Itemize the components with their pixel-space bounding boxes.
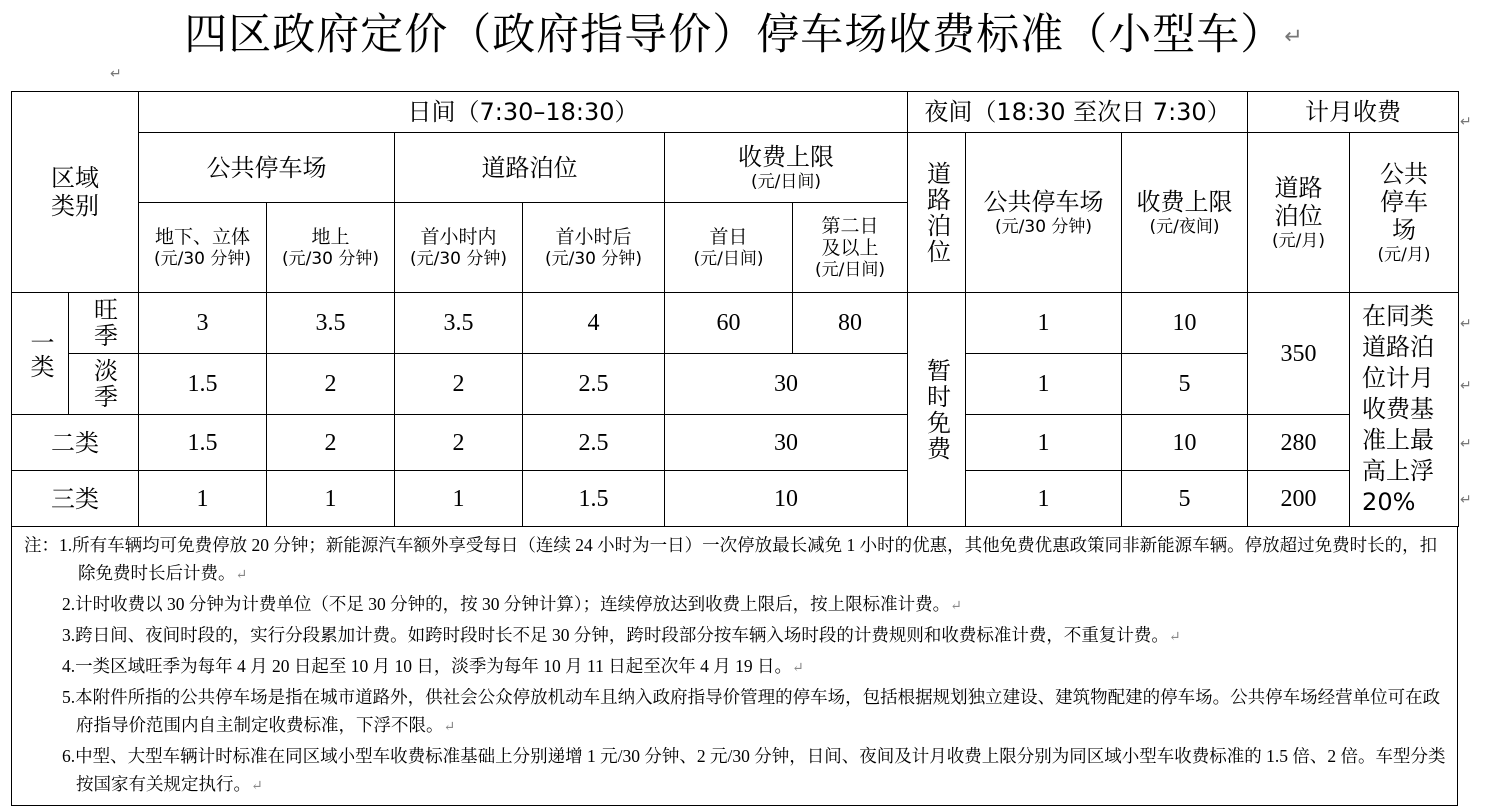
header-night-cap bbox=[1122, 133, 1248, 293]
header-public-lot: 公共停车场 bbox=[139, 133, 395, 203]
cell-value: 1.5 bbox=[139, 354, 267, 415]
month-public-unit: (元/月) bbox=[1377, 244, 1431, 265]
cell-value: 1 bbox=[966, 354, 1122, 415]
paragraph-mark-icon: ↵ bbox=[1460, 436, 1472, 452]
note-item: 注：1.所有车辆均可免费停放 20 分钟；新能源汽车额外享受每日（连续 24 小时为一日）一次停放最长减免 1 小时的优惠，其他免费优惠政策同非新能源车辆。停放超过免费时长的，扣除免费时长后计费。↵ bbox=[24, 535, 1438, 583]
cell-value: 3.5 bbox=[395, 293, 523, 354]
cell-value: 2 bbox=[395, 354, 523, 415]
cell-value: 3 bbox=[139, 293, 267, 354]
cell-value: 1 bbox=[966, 293, 1122, 354]
header-ground: 地上 (元/30 分钟) bbox=[267, 203, 395, 293]
paragraph-mark-icon: ↵ bbox=[251, 779, 263, 794]
cell-value: 60 bbox=[665, 293, 793, 354]
cell-value: 2 bbox=[267, 415, 395, 471]
page-title: 四区政府定价（政府指导价）停车场收费标准（小型车）↵ bbox=[184, 10, 1304, 60]
header-road: 道路泊位 bbox=[395, 133, 665, 203]
cell-value: 1 bbox=[395, 471, 523, 527]
first-day-unit: (元/日间) bbox=[693, 248, 764, 269]
row-peak: 旺季 bbox=[69, 293, 139, 354]
cell-value: 1 bbox=[139, 471, 267, 527]
cell-value: 10 bbox=[1122, 293, 1248, 354]
cell-value: 10 bbox=[665, 471, 908, 527]
paragraph-mark-icon: ↵ bbox=[235, 568, 248, 583]
header-cap bbox=[665, 133, 908, 203]
cell-value: 1.5 bbox=[139, 415, 267, 471]
cell-value: 350 bbox=[1248, 293, 1350, 415]
first-hour-unit: (元/30 分钟) bbox=[409, 248, 508, 269]
cell-value: 200 bbox=[1248, 471, 1350, 527]
note-item: 5.本附件所指的公共停车场是指在城市道路外，供社会公众停放机动车且纳入政府指导价管理的停车场，包括根据规划独立建设、建筑物配建的停车场。公共停车场经营单位可在政府指导价范围内自主制定收费标准，下浮不限。↵ bbox=[62, 687, 1441, 735]
cell-value: 30 bbox=[665, 354, 908, 415]
row-class3: 三类 bbox=[12, 471, 139, 527]
header-after-first: 首小时后 (元/30 分钟) bbox=[523, 203, 665, 293]
header-day: 日间（7:30–18:30） bbox=[139, 92, 908, 133]
cell-value: 1.5 bbox=[523, 471, 665, 527]
second-day-unit: (元/日间) bbox=[815, 259, 886, 280]
header-first-day: 首日 (元/日间) bbox=[665, 203, 793, 293]
cell-night-road-free: 暂时免费 bbox=[908, 293, 966, 527]
cell-value: 5 bbox=[1122, 471, 1248, 527]
cap-unit: (元/日间) bbox=[751, 171, 822, 192]
cell-month-public-note: 在同类道路泊位计月收费基准上最高上浮20% bbox=[1350, 293, 1459, 527]
header-night-public bbox=[966, 133, 1122, 293]
month-road-unit: (元/月) bbox=[1272, 230, 1326, 251]
ground-unit: (元/30 分钟) bbox=[281, 248, 380, 269]
after-first-unit: (元/30 分钟) bbox=[544, 248, 643, 269]
row-class1: 一类 bbox=[12, 293, 69, 415]
night-public-unit: (元/30 分钟) bbox=[995, 216, 1093, 237]
header-second-day: 第二日及以上 (元/日间) bbox=[793, 203, 908, 293]
cell-value: 3.5 bbox=[267, 293, 395, 354]
underground-unit: (元/30 分钟) bbox=[153, 248, 252, 269]
cell-value: 30 bbox=[665, 415, 908, 471]
paragraph-mark-icon: ↵ bbox=[110, 66, 122, 82]
cell-value: 1 bbox=[966, 471, 1122, 527]
night-public-label: 公共停车场 bbox=[983, 187, 1104, 216]
cell-value: 1 bbox=[966, 415, 1122, 471]
paragraph-mark-icon: ↵ bbox=[1460, 492, 1472, 508]
row-class2: 二类 bbox=[12, 415, 139, 471]
header-first-hour: 首小时内 (元/30 分钟) bbox=[395, 203, 523, 293]
header-month-public: 公共停车场 (元/月) bbox=[1350, 133, 1459, 293]
header-region: 区域类别 bbox=[12, 92, 139, 293]
cap-label: 收费上限 bbox=[738, 142, 835, 171]
cell-value: 280 bbox=[1248, 415, 1350, 471]
paragraph-mark-icon: ↵ bbox=[1168, 630, 1181, 645]
paragraph-mark-icon: ↵ bbox=[1284, 24, 1304, 50]
header-monthly: 计月收费 bbox=[1248, 92, 1459, 133]
cell-value: 2.5 bbox=[523, 415, 665, 471]
notes-block bbox=[11, 527, 1458, 806]
note-item: 6.中型、大型车辆计时标准在同区域小型车收费标准基础上分别递增 1 元/30 分钟、2 元/30 分钟，日间、夜间及计月收费上限分别为同区域小型车收费标准的 1.5 倍、2 倍。车型分类按国家有关规定执行。↵ bbox=[62, 746, 1446, 794]
paragraph-mark-icon: ↵ bbox=[950, 599, 962, 614]
header-month-road: 道路泊位 (元/月) bbox=[1248, 133, 1350, 293]
note-item: 2.计时收费以 30 分钟为计费单位（不足 30 分钟的，按 30 分钟计算）；连续停放达到收费上限后，按上限标准计费。↵ bbox=[62, 594, 962, 614]
paragraph-mark-icon: ↵ bbox=[1460, 114, 1472, 130]
cell-value: 5 bbox=[1122, 354, 1248, 415]
paragraph-mark-icon: ↵ bbox=[1460, 316, 1472, 332]
cell-value: 2.5 bbox=[523, 354, 665, 415]
cell-value: 10 bbox=[1122, 415, 1248, 471]
cell-value: 4 bbox=[523, 293, 665, 354]
header-night: 夜间（18:30 至次日 7:30） bbox=[908, 92, 1248, 133]
night-cap-label: 收费上限 bbox=[1136, 187, 1233, 216]
fee-table-wrapper bbox=[11, 91, 1458, 806]
note-item: 4.一类区域旺季为每年 4 月 20 日起至 10 月 10 日，淡季为每年 10 月 11 日起至次年 4 月 19 日。↵ bbox=[62, 656, 804, 676]
header-underground: 地下、立体 (元/30 分钟) bbox=[139, 203, 267, 293]
cell-value: 2 bbox=[267, 354, 395, 415]
fee-table bbox=[11, 91, 1459, 527]
header-night-road: 道路泊位 bbox=[908, 133, 966, 293]
night-cap-unit: (元/夜间) bbox=[1149, 216, 1220, 237]
cell-value: 80 bbox=[793, 293, 908, 354]
paragraph-mark-icon: ↵ bbox=[443, 720, 456, 735]
paragraph-mark-icon: ↵ bbox=[1460, 378, 1472, 394]
cell-value: 2 bbox=[395, 415, 523, 471]
row-off: 淡季 bbox=[69, 354, 139, 415]
cell-value: 1 bbox=[267, 471, 395, 527]
note-item: 3.跨日间、夜间时段的，实行分段累加计费。如跨时段时长不足 30 分钟，跨时段部分按车辆入场时段的计费规则和收费标准计费，不重复计费。↵ bbox=[62, 625, 1181, 645]
paragraph-mark-icon: ↵ bbox=[791, 661, 804, 676]
